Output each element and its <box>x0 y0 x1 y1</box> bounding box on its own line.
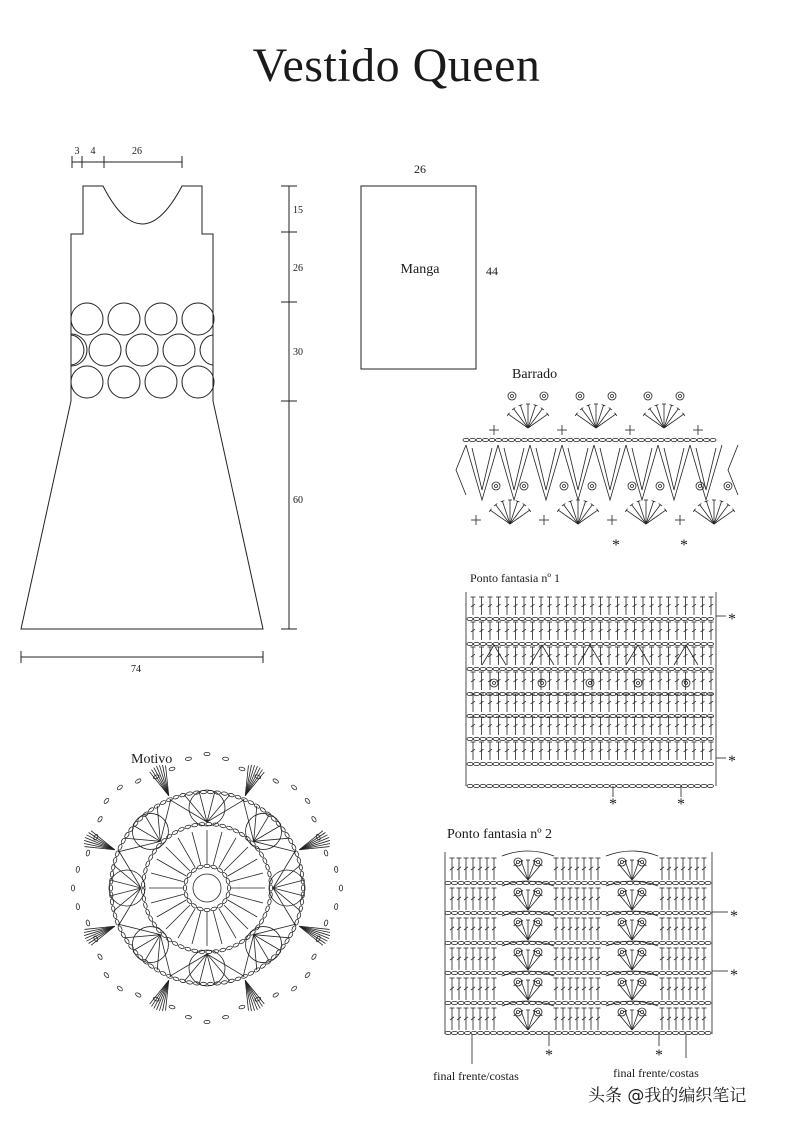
watermark: 头条 @我的编织笔记 <box>588 1086 747 1106</box>
motif-circle <box>71 303 103 335</box>
final-right-label: final frente/costas <box>613 1066 699 1080</box>
ponto1-star-1: * <box>728 611 736 628</box>
motif-circle <box>182 303 214 335</box>
motif-circle <box>108 366 140 398</box>
barrado-chart <box>456 392 738 525</box>
motif-circle <box>126 334 158 366</box>
motif-circle <box>145 366 177 398</box>
ponto2-star-4: * <box>655 1047 663 1064</box>
dim-top-1: 3 <box>74 146 80 157</box>
dim-top-2: 4 <box>90 146 96 157</box>
sleeve-width: 26 <box>414 162 426 176</box>
page-title: Vestido Queen <box>252 39 541 92</box>
dim-side-1: 15 <box>293 205 303 216</box>
sleeve-label: Manga <box>400 262 440 277</box>
ponto1-chart <box>466 592 726 797</box>
sleeve-rect <box>361 186 476 369</box>
sleeve-schematic <box>361 162 498 369</box>
ponto1-star-3: * <box>609 796 617 813</box>
motif-circle-edge <box>200 335 213 365</box>
dress-schematic <box>21 156 297 663</box>
motivo-chart <box>71 752 342 1023</box>
final-left-label: final frente/costas <box>433 1069 519 1083</box>
motif-circles <box>71 303 214 398</box>
ponto2-title: Ponto fantasia nº 2 <box>447 827 553 842</box>
motif-circle <box>89 334 121 366</box>
barrado-star-2: * <box>680 537 688 554</box>
dim-side-2: 26 <box>293 263 303 274</box>
motif-circle <box>182 366 214 398</box>
dim-top-3: 26 <box>132 146 142 157</box>
ponto2-star-3: * <box>545 1047 553 1064</box>
motif-circle <box>163 334 195 366</box>
sleeve-height: 44 <box>486 264 498 278</box>
motivo-title: Motivo <box>131 752 173 767</box>
motif-circle <box>108 303 140 335</box>
motif-circle <box>145 303 177 335</box>
ponto1-star-4: * <box>677 796 685 813</box>
ponto2-star-2: * <box>730 967 738 984</box>
ponto2-chart <box>445 851 728 1046</box>
ponto2-star-1: * <box>730 908 738 925</box>
dim-bottom: 74 <box>131 664 141 675</box>
dim-side-3: 30 <box>293 347 303 358</box>
dress-outline <box>21 186 263 629</box>
motif-circle <box>71 366 103 398</box>
ponto1-star-2: * <box>728 753 736 770</box>
dim-side-4: 60 <box>293 495 303 506</box>
ponto1-title: Ponto fantasia nº 1 <box>470 571 561 585</box>
barrado-title: Barrado <box>512 367 558 382</box>
barrado-star-1: * <box>612 537 620 554</box>
motif-circle-edge <box>71 335 84 365</box>
